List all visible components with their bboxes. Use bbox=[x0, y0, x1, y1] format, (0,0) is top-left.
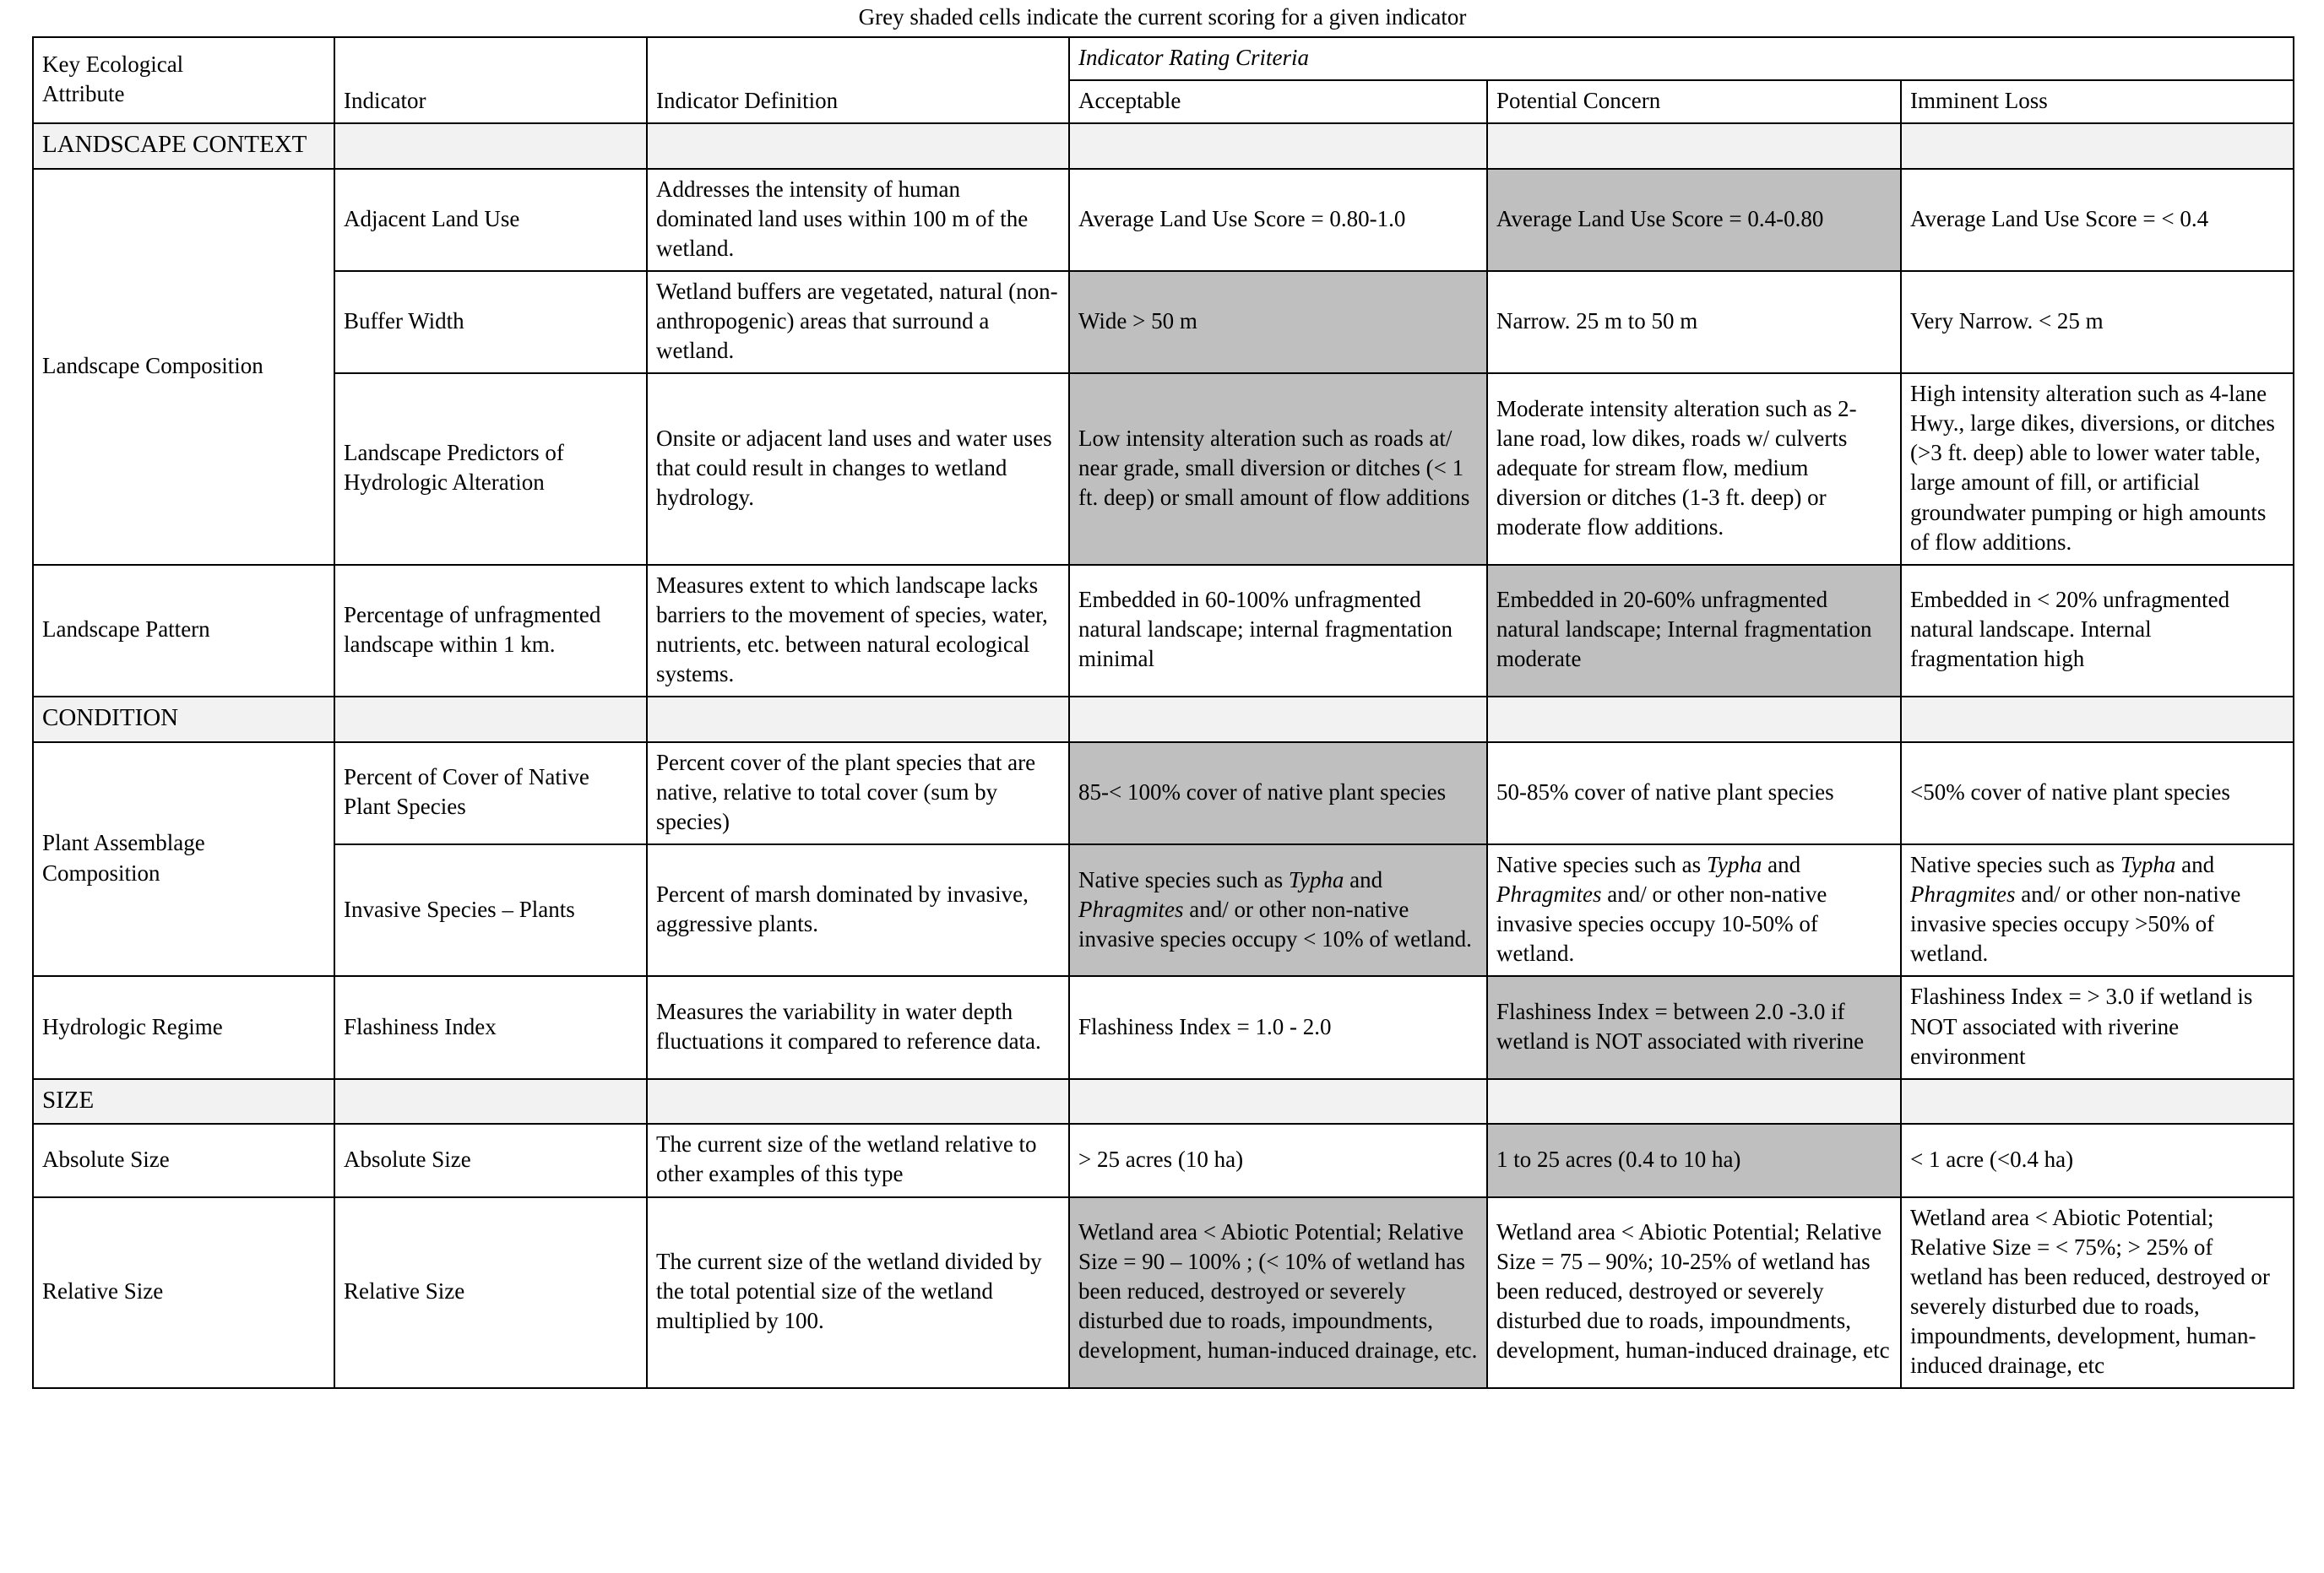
key-ecological-attribute-cell: Hydrologic Regime bbox=[33, 976, 334, 1078]
table-row bbox=[33, 1124, 2294, 1196]
section-filler-cell bbox=[647, 1079, 1069, 1125]
section-header-row bbox=[33, 123, 2294, 169]
section-header-row bbox=[33, 697, 2294, 742]
section-filler-cell bbox=[1069, 1079, 1487, 1125]
section-filler-cell bbox=[334, 123, 647, 169]
indicator-definition-cell: Wetland buffers are vegetated, natural (non-anthropogenic) areas that surround a wetland. bbox=[647, 271, 1069, 373]
criteria-cell-imminent-loss: Wetland area < Abiotic Potential; Relative Size = < 75%; > 25% of wetland has been reduced, destroyed or severely disturbed due to roads, impoundments, development, human-induced drainage, etc bbox=[1901, 1197, 2294, 1389]
criteria-cell-potential-concern: Narrow. 25 m to 50 m bbox=[1487, 271, 1901, 373]
indicator-definition-cell: Percent cover of the plant species that are native, relative to total cover (sum by species) bbox=[647, 742, 1069, 844]
key-ecological-attribute-cell: Landscape Pattern bbox=[33, 565, 334, 697]
criteria-cell-imminent-loss: <50% cover of native plant species bbox=[1901, 742, 2294, 844]
criteria-cell-imminent-loss: Average Land Use Score = < 0.4 bbox=[1901, 169, 2294, 271]
criteria-cell-acceptable: Flashiness Index = 1.0 - 2.0 bbox=[1069, 976, 1487, 1078]
criteria-cell-potential-concern: Flashiness Index = between 2.0 -3.0 if wetland is NOT associated with riverine bbox=[1487, 976, 1901, 1078]
criteria-text: and bbox=[2175, 852, 2215, 878]
criteria-cell-acceptable: Wide > 50 m bbox=[1069, 271, 1487, 373]
section-filler-cell bbox=[1069, 697, 1487, 742]
section-filler-cell bbox=[1901, 697, 2294, 742]
indicator-definition-cell: Onsite or adjacent land uses and water uses that could result in changes to wetland hydrology. bbox=[647, 373, 1069, 565]
kea-header-line2: Attribute bbox=[42, 80, 125, 106]
criteria-cell-acceptable: > 25 acres (10 ha) bbox=[1069, 1124, 1487, 1196]
criteria-cell-acceptable: Average Land Use Score = 0.80-1.0 bbox=[1069, 169, 1487, 271]
indicator-cell: Flashiness Index bbox=[334, 976, 647, 1078]
criteria-cell-acceptable: 85-< 100% cover of native plant species bbox=[1069, 742, 1487, 844]
indicator-definition-cell: Addresses the intensity of human dominated land uses within 100 m of the wetland. bbox=[647, 169, 1069, 271]
criteria-cell-potential-concern: Wetland area < Abiotic Potential; Relative Size = 75 – 90%; 10-25% of wetland has been reduced, destroyed or severely disturbed due to roads, impoundments, development, human-induced drainage, etc bbox=[1487, 1197, 1901, 1389]
criteria-cell-acceptable: Low intensity alteration such as roads at/ near grade, small diversion or ditches (< 1 ft. deep) or small amount of flow additions bbox=[1069, 373, 1487, 565]
criteria-text: Native species such as bbox=[1078, 866, 1289, 892]
criteria-text: and bbox=[1762, 852, 1801, 878]
indicator-definition-cell: Measures extent to which landscape lacks barriers to the movement of species, water, nutrients, etc. between natural ecological systems. bbox=[647, 565, 1069, 697]
criteria-cell-potential-concern: Moderate intensity alteration such as 2-lane road, low dikes, roads w/ culverts adequate for stream flow, medium diversion or ditches (1-3 ft. deep) or moderate flow additions. bbox=[1487, 373, 1901, 565]
section-header-row bbox=[33, 1079, 2294, 1125]
section-label: CONDITION bbox=[33, 697, 334, 742]
table-row bbox=[33, 565, 2294, 697]
criteria-cell-potential-concern: 50-85% cover of native plant species bbox=[1487, 742, 1901, 844]
criteria-cell-imminent-loss: Embedded in < 20% unfragmented natural landscape. Internal fragmentation high bbox=[1901, 565, 2294, 697]
criteria-text: and/ or other non-native invasive species occupy < 10% of wetland. bbox=[1078, 896, 1472, 952]
scientific-name: Phragmites bbox=[1910, 881, 2016, 908]
criteria-cell-imminent-loss: High intensity alteration such as 4-lane Hwy., large dikes, diversions, or ditches (>3 ft. deep) able to lower water table, large amount of fill, or artificial groundwater pumping or high amounts of flow additions. bbox=[1901, 373, 2294, 565]
criteria-cell-acceptable bbox=[1069, 844, 1487, 976]
col-header-indicator-rating-criteria: Indicator Rating Criteria bbox=[1069, 37, 2294, 80]
scientific-name: Typha bbox=[2120, 852, 2176, 878]
indicator-cell: Buffer Width bbox=[334, 271, 647, 373]
indicator-definition-cell: The current size of the wetland divided by the total potential size of the wetland multiplied by 100. bbox=[647, 1197, 1069, 1389]
col-header-imminent-loss: Imminent Loss bbox=[1901, 80, 2294, 123]
indicator-cell: Invasive Species – Plants bbox=[334, 844, 647, 976]
table-row bbox=[33, 742, 2294, 844]
indicator-cell: Relative Size bbox=[334, 1197, 647, 1389]
section-filler-cell bbox=[647, 697, 1069, 742]
kea-header-line1: Key Ecological bbox=[42, 51, 184, 77]
section-label: SIZE bbox=[33, 1079, 334, 1125]
criteria-cell-imminent-loss: < 1 acre (<0.4 ha) bbox=[1901, 1124, 2294, 1196]
table-row bbox=[33, 1197, 2294, 1389]
criteria-cell-acceptable: Embedded in 60-100% unfragmented natural landscape; internal fragmentation minimal bbox=[1069, 565, 1487, 697]
section-filler-cell bbox=[334, 697, 647, 742]
criteria-text: Native species such as bbox=[1910, 852, 2120, 878]
table-row bbox=[33, 844, 2294, 976]
key-ecological-attribute-cell: Landscape Composition bbox=[33, 169, 334, 565]
indicator-cell: Landscape Predictors of Hydrologic Alteration bbox=[334, 373, 647, 565]
criteria-text: and/ or other non-native invasive species occupy >50% of wetland. bbox=[1910, 881, 2241, 967]
section-filler-cell bbox=[647, 123, 1069, 169]
indicator-definition-cell: Percent of marsh dominated by invasive, aggressive plants. bbox=[647, 844, 1069, 976]
wetland-indicator-rating-table bbox=[32, 36, 2294, 1389]
criteria-cell-imminent-loss bbox=[1901, 844, 2294, 976]
criteria-cell-potential-concern: Average Land Use Score = 0.4-0.80 bbox=[1487, 169, 1901, 271]
criteria-cell-imminent-loss: Flashiness Index = > 3.0 if wetland is NOT associated with riverine environment bbox=[1901, 976, 2294, 1078]
criteria-text: and/ or other non-native invasive species occupy 10-50% of wetland. bbox=[1496, 881, 1827, 967]
table-caption: Grey shaded cells indicate the current scoring for a given indicator bbox=[858, 4, 1467, 30]
criteria-cell-potential-concern: 1 to 25 acres (0.4 to 10 ha) bbox=[1487, 1124, 1901, 1196]
section-filler-cell bbox=[1901, 123, 2294, 169]
indicator-definition-cell: The current size of the wetland relative to other examples of this type bbox=[647, 1124, 1069, 1196]
section-filler-cell bbox=[1487, 697, 1901, 742]
header-row-top bbox=[33, 37, 2294, 80]
section-filler-cell bbox=[1069, 123, 1487, 169]
col-header-potential-concern: Potential Concern bbox=[1487, 80, 1901, 123]
table-row bbox=[33, 976, 2294, 1078]
section-filler-cell bbox=[334, 1079, 647, 1125]
section-filler-cell bbox=[1487, 123, 1901, 169]
indicator-cell: Percent of Cover of Native Plant Species bbox=[334, 742, 647, 844]
col-header-acceptable: Acceptable bbox=[1069, 80, 1487, 123]
col-header-key-ecological-attribute bbox=[33, 37, 334, 123]
scientific-name: Typha bbox=[1706, 852, 1762, 878]
criteria-cell-acceptable: Wetland area < Abiotic Potential; Relative Size = 90 – 100% ; (< 10% of wetland has been reduced, destroyed or severely disturbed due to roads, impoundments, development, human-induced drainage, etc. bbox=[1069, 1197, 1487, 1389]
scientific-name: Phragmites bbox=[1496, 881, 1602, 908]
criteria-cell-potential-concern bbox=[1487, 844, 1901, 976]
table-row bbox=[33, 373, 2294, 565]
indicator-cell: Percentage of unfragmented landscape within 1 km. bbox=[334, 565, 647, 697]
indicator-cell: Absolute Size bbox=[334, 1124, 647, 1196]
criteria-text: Native species such as bbox=[1496, 852, 1707, 878]
section-label: LANDSCAPE CONTEXT bbox=[33, 123, 334, 169]
key-ecological-attribute-cell: Absolute Size bbox=[33, 1124, 334, 1196]
section-filler-cell bbox=[1487, 1079, 1901, 1125]
criteria-cell-imminent-loss: Very Narrow. < 25 m bbox=[1901, 271, 2294, 373]
col-header-indicator-definition: Indicator Definition bbox=[647, 37, 1069, 123]
scientific-name: Typha bbox=[1288, 866, 1344, 892]
indicator-cell: Adjacent Land Use bbox=[334, 169, 647, 271]
indicator-definition-cell: Measures the variability in water depth fluctuations it compared to reference data. bbox=[647, 976, 1069, 1078]
criteria-cell-potential-concern: Embedded in 20-60% unfragmented natural landscape; Internal fragmentation moderate bbox=[1487, 565, 1901, 697]
scientific-name: Phragmites bbox=[1078, 896, 1184, 922]
col-header-indicator: Indicator bbox=[334, 37, 647, 123]
section-filler-cell bbox=[1901, 1079, 2294, 1125]
table-row bbox=[33, 271, 2294, 373]
table-body bbox=[33, 123, 2294, 1388]
table-header bbox=[33, 37, 2294, 123]
key-ecological-attribute-cell: Plant Assemblage Composition bbox=[33, 742, 334, 977]
table-row bbox=[33, 169, 2294, 271]
criteria-text: and bbox=[1344, 866, 1383, 892]
key-ecological-attribute-cell: Relative Size bbox=[33, 1197, 334, 1389]
